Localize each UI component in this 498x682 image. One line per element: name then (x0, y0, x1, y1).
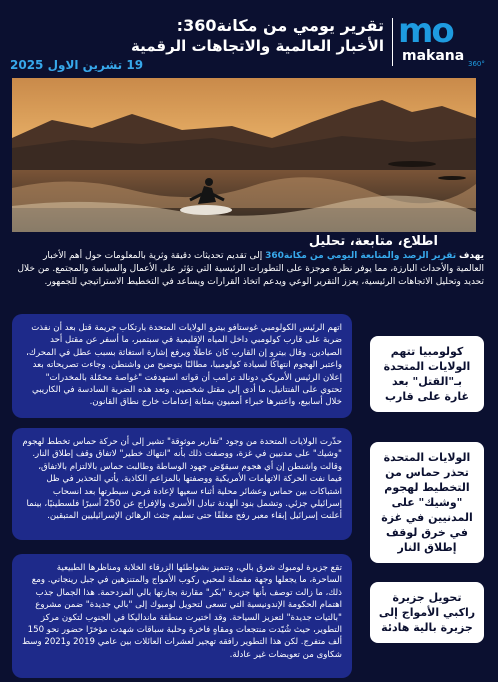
news-item-lombok (12, 554, 484, 678)
intro-paragraph (14, 250, 484, 289)
intro-text: إلى تقديم تحديثات دقيقة وثرية بالمعلومات حول أهم الأخبار العالمية والأحداث البارزة، مما يوفر نظرة موجزة على التطورات الرئيسية التي تؤثر على الأعمال والسياسة والمجتمع. من خلال تحديد وتحليل الاتجاهات الرئيسية، يعزز التقرير الوعي ويدعم اتخاذ القرارات ويساعد في التخطيط الاستراتيجي للجمهور. (17, 251, 484, 287)
logo-mark: mo (398, 11, 453, 51)
news-item-headline: كولومبيا تتهم الولايات المتحدة بـ"القتل" بعد غارة على قارب (370, 336, 484, 412)
report-header (0, 0, 498, 76)
news-item-hamas-warning (12, 428, 484, 554)
news-item-headline: تحويل جزيرة راكبي الأمواج إلى جزيرة بالية هادئة (370, 582, 484, 643)
slogan: اطلاع، متابعة، تحليل (308, 234, 438, 249)
report-date: 19 تشرين الاول 2025 (10, 58, 144, 72)
news-item-body: تقع جزيرة لومبوك شرق بالي، وتتميز بشواطئها الزرقاء الخلابة ومناظرها الطبيعية الساحرة، ما يجعلها وجهة مفضلة لمحبي ركوب الأمواج والمتنزهين في جبل رينجاني. ومع ذلك، ما زالت توصف بأنها جزيرة "بكر" مقارنة بجارتها بالي المزدحمة. هذا الجمال جذب اهتمام الحكومة الإندونيسية التي تسعى لتحويل لومبوك إلى "بالي جديدة" ضمن مشروع "بالتيات جديدة" لتعزيز السياحة. وقد اختيرت منطقة ماندالیکا في الجنوب لتكون مركز التطوير، حيث شُيّدت منتجعات ومقاهٍ فاخرة وحلبة سباقات شهدت مؤخرًا حضور نحو 150 ألف متفرج. لكن هذا التطوير رافقه تهجير لعشرات العائلات بين عامي 2019 و2021 وسط شكاوى من تعويضات غير عادلة. (12, 554, 352, 678)
makana-logo (398, 11, 490, 70)
logo-wordmark: makana (402, 48, 465, 64)
intro-highlight: تقرير الرصد والمتابعة اليومي من مكانة360 (265, 251, 457, 261)
news-item-body: اتهم الرئيس الكولومبي غوستافو بيترو الولايات المتحدة بارتكاب جريمة قتل بعد أن نفذت ضربة على قارب كولومبي داخل المياه الإقليمية في سبتمبر، ما أسفر عن مقتل أحد الصيادين. وقال بيترو إن القارب كان عاطلًا ويرفع إشارة استغاثة بسبب عطل في المحرك، واعتبر الهجوم انتهاكًا لسيادة كولومبيا، مطالبًا بتوضيح من واشنطن. وجاءت تصريحاته بعد إعلان الرئيس الأمريكي دونالد ترامب أن قواته استهدفت "غواصة محمّلة بالمخدرات" تحتوي على الفنتانيل، ما أدى إلى مقتل شخصين. وتعد هذه الضربة السادسة في الكاريبي خلال أسابيع، واعتبرها خبراء أمميون بمثابة إعدامات خارج نطاق القانون. (12, 314, 352, 418)
report-title-line1: تقرير يومي من مكانة360: (176, 16, 384, 35)
news-item-body: حذّرت الولايات المتحدة من وجود "تقارير موثوقة" تشير إلى أن حركة حماس تخطط لهجوم "وشيك" على مدنيين في غزة، ووصفت ذلك بأنه "انتهاك خطير" لاتفاق وقف إطلاق النار. وقالت واشنطن إن أي هجوم سيقوّض جهود الوساطة وطالبت حماس بالالتزام بالاتفاق، فيما نفت الحركة الاتهامات الأمريكية ووصفتها بالمزاعم الكاذبة. يأتي التحذير في ظل اشتباكات بين حماس وعشائر محلية أثناء سعيها لإعادة فرض سيطرتها بعد انسحاب إسرائيلي جزئي. وتشمل بنود الهدنة تبادل الأسرى والإفراج عن 250 أسيرًا فلسطينيًا، بينما أعلنت إسرائيل إبقاء معبر رفح مغلقًا حتى تسليم جثث الرهائن الإسرائيليين المتبقين. (12, 428, 352, 540)
report-title-line2: الأخبار العالمية والاتجاهات الرقمية (131, 37, 384, 55)
news-item-colombia (12, 314, 484, 418)
logo-suffix: 360° (468, 60, 485, 68)
intro-lead: يهدف (459, 251, 484, 261)
header-divider (392, 18, 393, 66)
hero-photo-surfer (12, 78, 476, 232)
news-item-headline: الولايات المتحدة تحذر حماس من التخطيط لهجوم "وشيك" على المدنيين في غزة في خرق لوقف إطلاق النار (370, 442, 484, 563)
